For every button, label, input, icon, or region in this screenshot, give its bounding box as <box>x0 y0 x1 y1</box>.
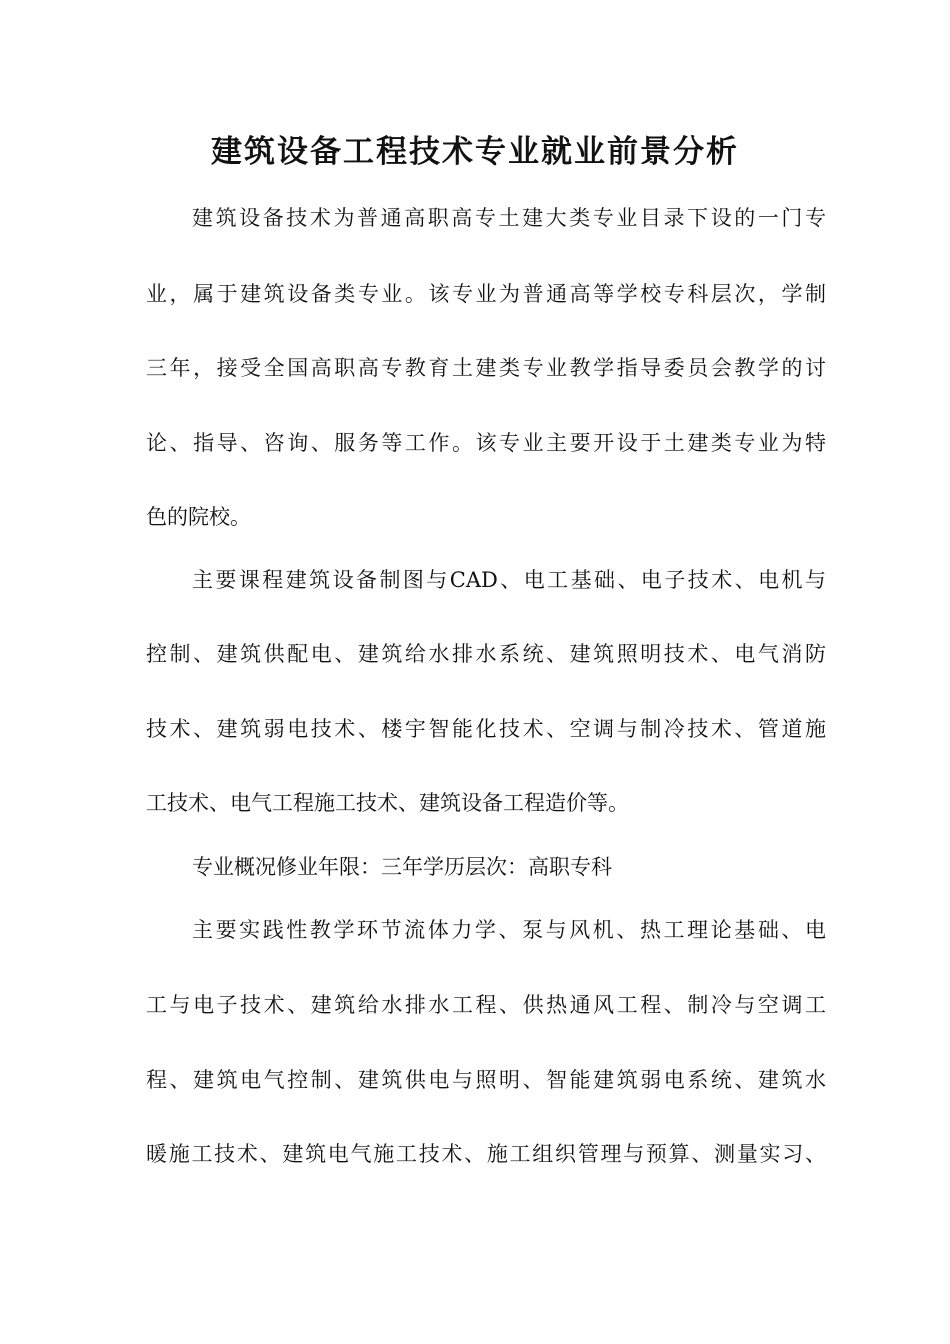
paragraph-1-line-3: 三年，接受全国高职高专教育土建类专业教学指导委员会教学的讨 <box>146 356 826 380</box>
paragraph-4-line-1: 主要实践性教学环节流体力学、泵与风机、热工理论基础、电 <box>192 918 826 942</box>
document-title: 建筑设备工程技术专业就业前景分析 <box>211 134 739 170</box>
paragraph-4-line-2: 工与电子技术、建筑给水排水工程、供热通风工程、制冷与空调工 <box>146 993 826 1017</box>
paragraph-1-line-5: 色的院校。 <box>146 505 251 529</box>
paragraph-1-line-4: 论、指导、咨询、服务等工作。该专业主要开设于土建类专业为特 <box>146 431 826 455</box>
paragraph-3-line-1: 专业概况修业年限：三年学历层次：高职专科 <box>192 855 612 879</box>
paragraph-2-line-2: 控制、建筑供配电、建筑给水排水系统、建筑照明技术、电气消防 <box>146 642 826 666</box>
paragraph-1-line-1: 建筑设备技术为普通高职高专土建大类专业目录下设的一门专 <box>192 206 826 230</box>
paragraph-1-line-2: 业，属于建筑设备类专业。该专业为普通高等学校专科层次，学制 <box>146 282 826 306</box>
paragraph-4-line-3: 程、建筑电气控制、建筑供电与照明、智能建筑弱电系统、建筑水 <box>146 1068 826 1092</box>
paragraph-2-line-3: 技术、建筑弱电技术、楼宇智能化技术、空调与制冷技术、管道施 <box>146 717 826 741</box>
paragraph-2-line-1: 主要课程建筑设备制图与CAD、电工基础、电子技术、电机与 <box>192 568 826 592</box>
paragraph-4-line-4: 暖施工技术、建筑电气施工技术、施工组织管理与预算、测量实习、 <box>146 1142 826 1166</box>
paragraph-2-line-4: 工技术、电气工程施工技术、建筑设备工程造价等。 <box>146 791 629 815</box>
